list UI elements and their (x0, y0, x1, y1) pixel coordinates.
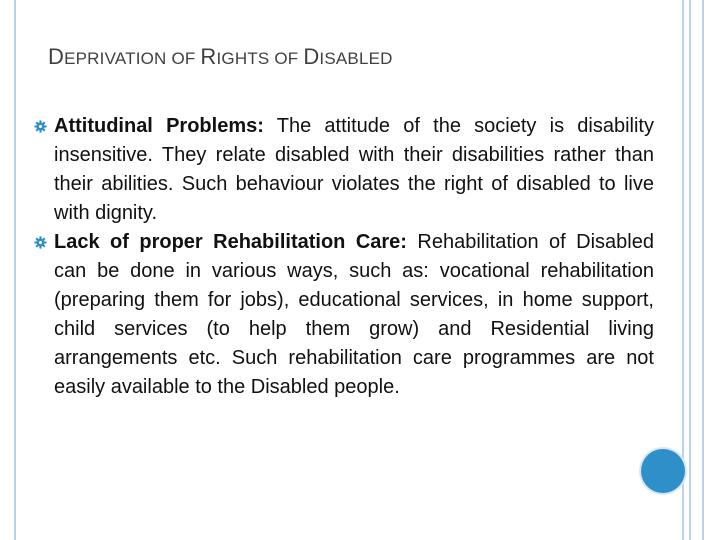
right-border-line (682, 0, 684, 540)
left-border-line (14, 0, 16, 540)
title-cap: D (48, 44, 65, 69)
title-cap: D (303, 44, 320, 69)
title-word: OF (171, 49, 201, 68)
title-word: IGHTS (216, 49, 275, 68)
bullet-text: The attitude of the society is disability insensitive. They relate disabled with their disabilities rather than their abilities. Such behaviour violates the right of disabled to live with dignity. (54, 115, 654, 224)
bullet-rehabilitation-care (34, 228, 654, 402)
right-border-line (689, 0, 691, 540)
slide-title (48, 44, 393, 70)
bullet-attitudinal-problems (34, 112, 654, 228)
title-word: EPRIVATION (64, 49, 172, 68)
title-word: ISABLED (319, 49, 393, 68)
accent-circle (641, 449, 685, 493)
bullet-list (34, 112, 654, 402)
right-border-line (702, 0, 704, 540)
title-word: OF (274, 49, 304, 68)
title-cap: R (200, 44, 217, 69)
gear-icon (34, 236, 47, 249)
bullet-text: Rehabilitation of Disabled can be done in various ways, such as: vocational rehabilitation (preparing them for jobs), educational services, in home support, child services (to help them grow) and Residential living arrangements etc. Such rehabilitation care programmes are not easily available to the Disabled people. (54, 231, 654, 398)
gear-icon (34, 120, 47, 133)
bullet-label: Lack of proper Rehabilitation Care: (54, 231, 407, 253)
bullet-label: Attitudinal Problems: (54, 115, 264, 137)
